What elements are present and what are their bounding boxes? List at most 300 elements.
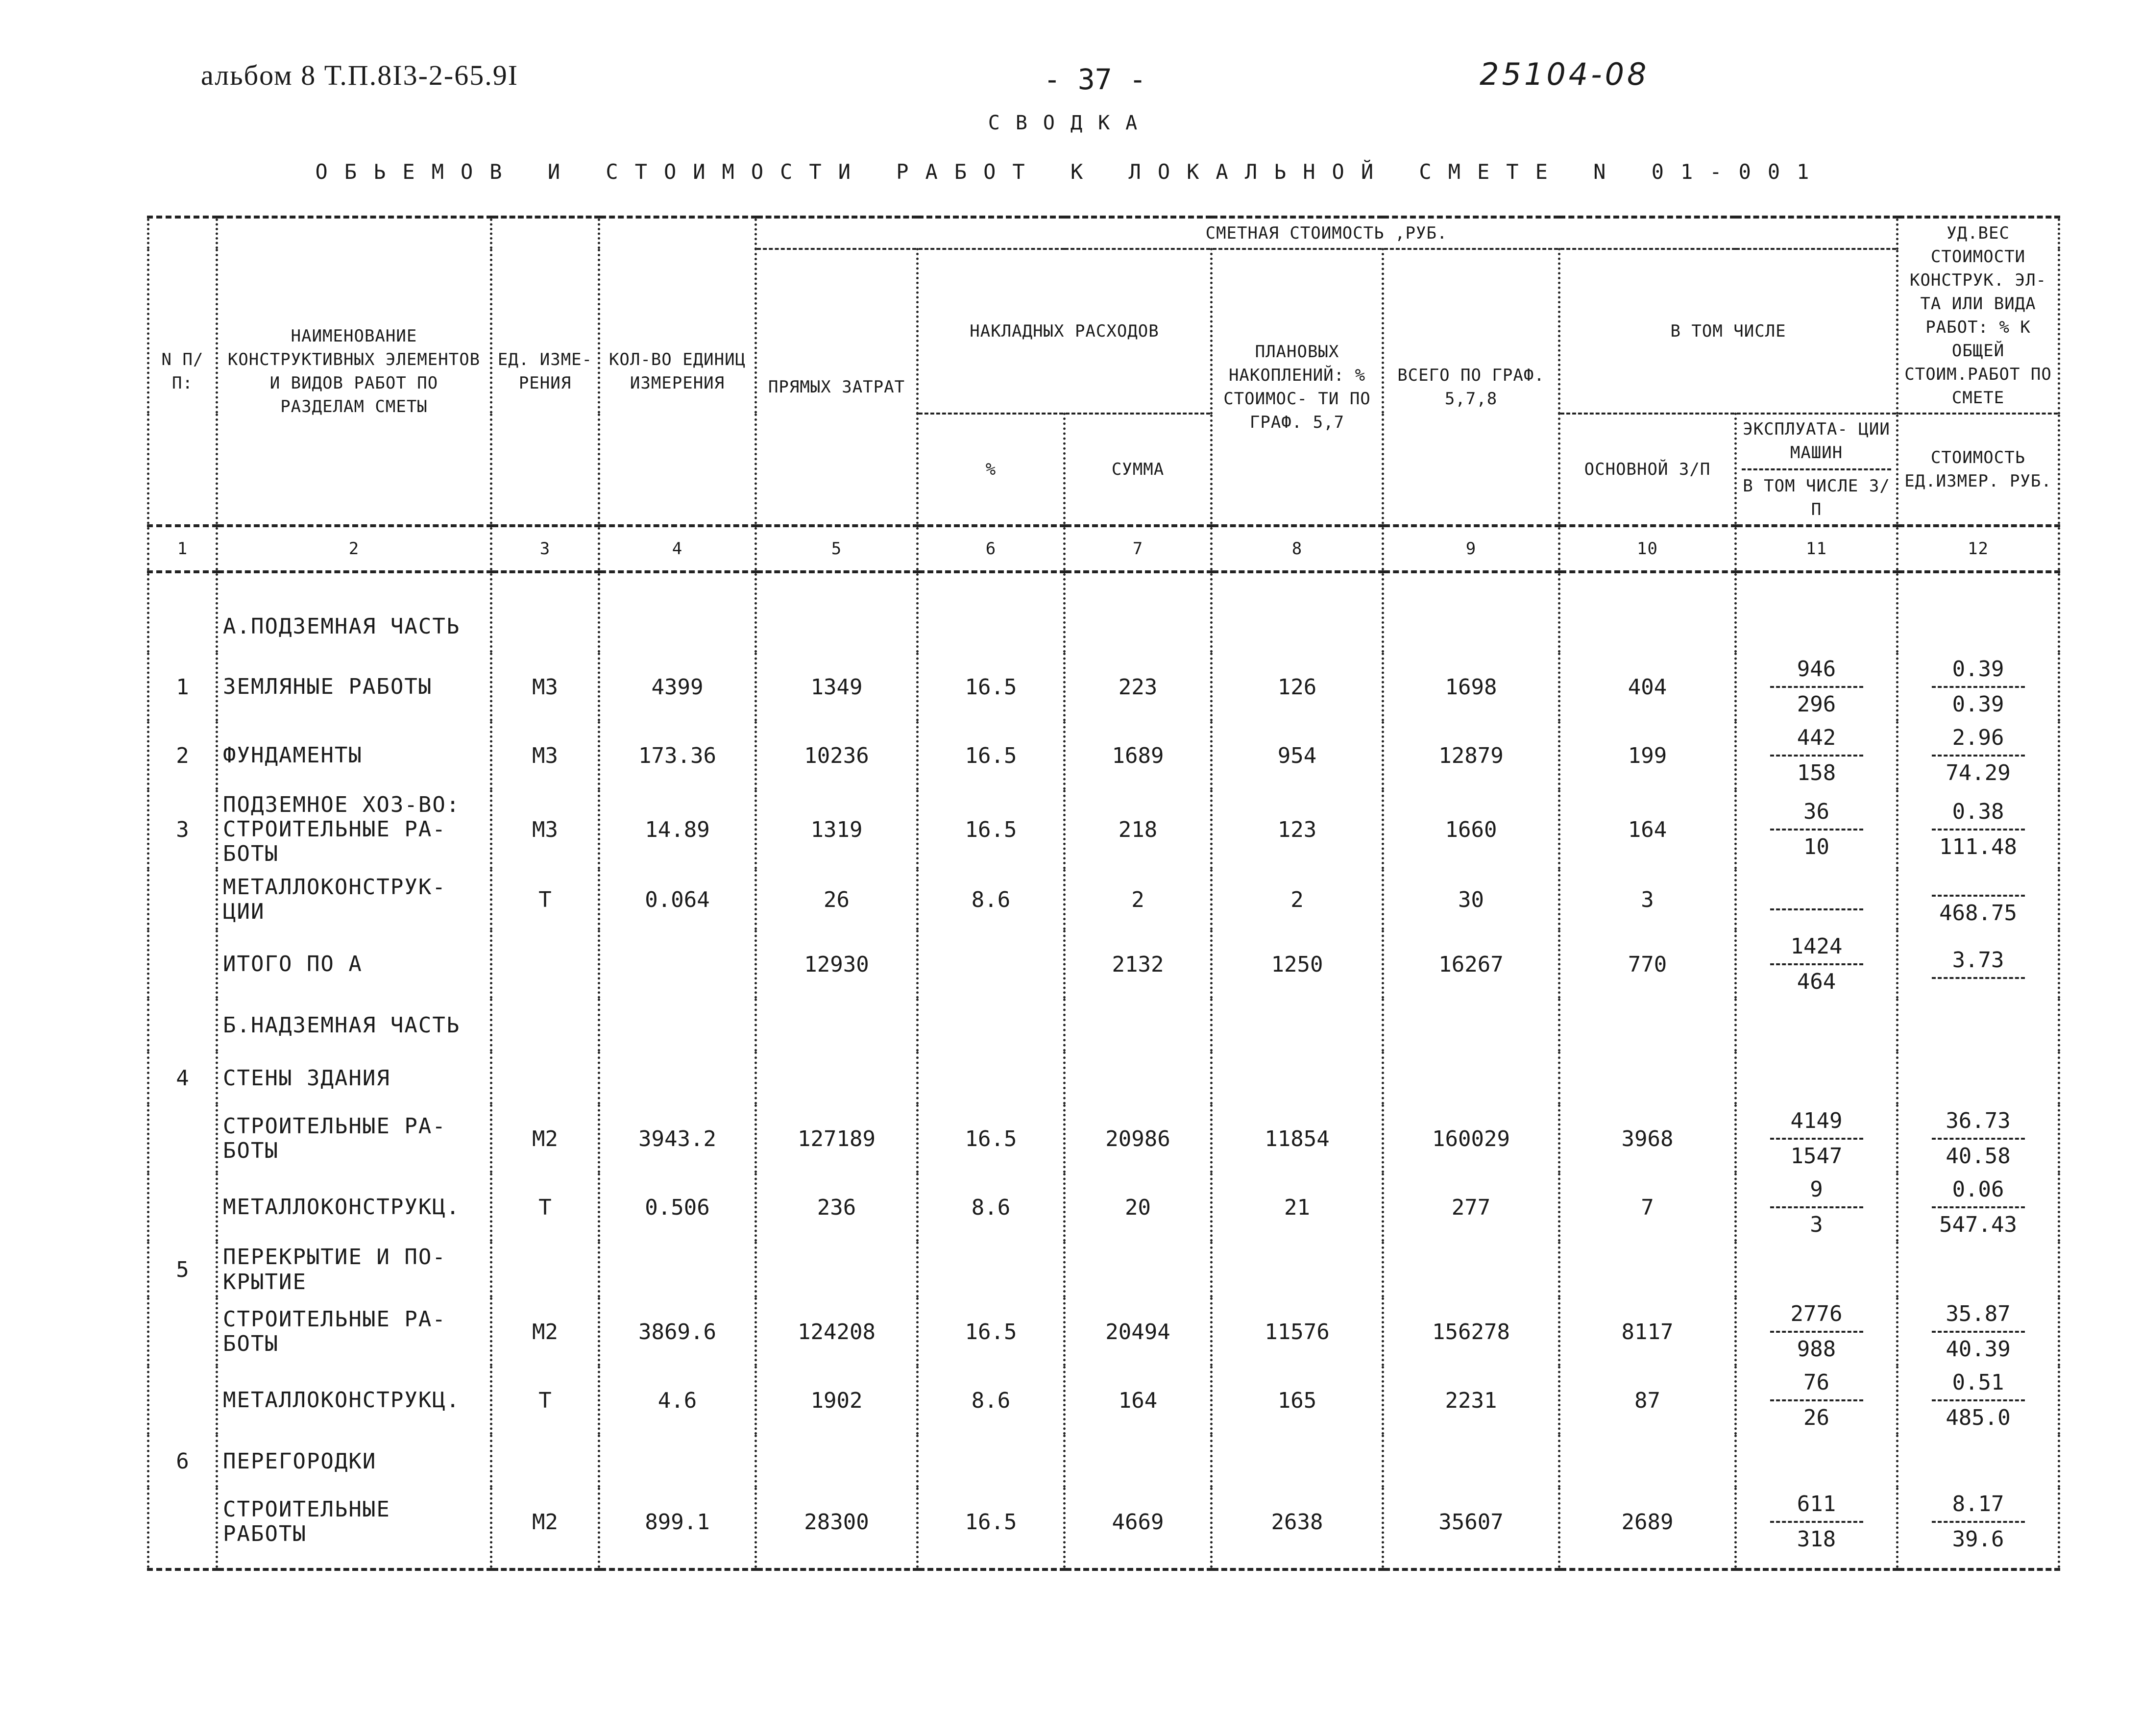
specific-cell xyxy=(1898,1366,2059,1435)
machines-value xyxy=(1770,724,1863,787)
table-row xyxy=(148,1297,2059,1366)
direct-costs: 28300 xyxy=(756,1488,918,1569)
section-row xyxy=(148,1051,2059,1104)
overhead-percent: 16.5 xyxy=(918,1104,1065,1173)
fraction-bar xyxy=(1932,755,2025,757)
direct-costs: 26 xyxy=(756,869,918,930)
unit: Т xyxy=(491,1366,599,1435)
fraction-bar xyxy=(1770,1331,1863,1333)
header-incl-group: В ТОМ ЧИСЛЕ xyxy=(1559,249,1898,414)
empty-cell xyxy=(1212,1051,1383,1104)
empty-cell xyxy=(1559,1242,1736,1297)
fraction-bar xyxy=(1770,686,1863,688)
empty-cell xyxy=(1736,1051,1898,1104)
direct-costs: 127189 xyxy=(756,1104,918,1173)
total-cost: 30 xyxy=(1383,869,1559,930)
table-header xyxy=(148,217,2059,572)
empty-cell xyxy=(1212,999,1383,1051)
album-reference: альбом 8 Т.П.8I3-2-65.9I xyxy=(201,59,519,91)
empty-cell xyxy=(1383,1435,1559,1488)
machines-value-bottom: 10 xyxy=(1803,834,1829,859)
document-subtitle: ОБЬЕМОВ И СТОИМОСТИ РАБОТ К ЛОКАЛЬНОЙ СМЕТЕ N 01-001 xyxy=(315,160,1826,184)
empty-cell xyxy=(1212,1435,1383,1488)
row-number xyxy=(148,869,217,930)
total-cost: 1660 xyxy=(1383,790,1559,869)
specific-cell xyxy=(1898,1104,2059,1173)
empty-cell xyxy=(599,1435,756,1488)
specific-cell xyxy=(1898,721,2059,790)
unit: Т xyxy=(491,1173,599,1242)
header-machines-label: ЭКСПЛУАТА- ЦИИ МАШИН xyxy=(1743,419,1890,463)
overhead-percent: 16.5 xyxy=(918,1488,1065,1569)
empty-cell xyxy=(918,999,1065,1051)
empty-cell xyxy=(599,999,756,1051)
specific-value xyxy=(1932,798,2025,861)
direct-costs: 236 xyxy=(756,1173,918,1242)
direct-costs: 12930 xyxy=(756,930,918,999)
row-number xyxy=(148,1104,217,1173)
empty-cell xyxy=(1383,572,1559,653)
overhead-sum: 223 xyxy=(1065,653,1212,721)
empty-cell xyxy=(756,1435,918,1488)
work-name: СТРОИТЕЛЬНЫЕ РАБОТЫ xyxy=(217,1488,491,1569)
overhead-sum: 164 xyxy=(1065,1366,1212,1435)
empty-cell xyxy=(1065,1242,1212,1297)
row-number xyxy=(148,1488,217,1569)
col-number: 4 xyxy=(599,526,756,572)
col-number: 3 xyxy=(491,526,599,572)
empty-cell xyxy=(1065,999,1212,1051)
machines-value-bottom: 318 xyxy=(1797,1527,1836,1552)
specific-value-bottom: 40.39 xyxy=(1946,1337,2011,1362)
machines-value-top: 442 xyxy=(1797,725,1836,750)
machines-value-top: 2776 xyxy=(1790,1301,1843,1326)
empty-cell xyxy=(756,1051,918,1104)
empty-cell xyxy=(1898,572,2059,653)
empty-cell xyxy=(1898,1435,2059,1488)
basic-wage: 3 xyxy=(1559,869,1736,930)
planned-savings: 11854 xyxy=(1212,1104,1383,1173)
specific-value xyxy=(1932,1300,2025,1363)
machines-cell xyxy=(1736,721,1898,790)
row-number: 4 xyxy=(148,1051,217,1104)
specific-value-top: 0.51 xyxy=(1952,1370,2004,1395)
table-row xyxy=(148,930,2059,999)
empty-cell xyxy=(1559,1051,1736,1104)
direct-costs: 1349 xyxy=(756,653,918,721)
machines-value xyxy=(1770,1300,1863,1363)
specific-value xyxy=(1932,947,2025,982)
basic-wage: 404 xyxy=(1559,653,1736,721)
fraction-bar xyxy=(1770,1399,1863,1401)
overhead-sum: 2 xyxy=(1065,869,1212,930)
empty-cell xyxy=(1559,572,1736,653)
empty-cell xyxy=(1898,1051,2059,1104)
table-row xyxy=(148,653,2059,721)
empty-cell xyxy=(918,1051,1065,1104)
header-spec-unit: СТОИМОСТЬ ЕД.ИЗМЕР. РУБ. xyxy=(1898,414,2059,526)
total-cost: 1698 xyxy=(1383,653,1559,721)
machines-value xyxy=(1770,798,1863,861)
work-name: ФУНДАМЕНТЫ xyxy=(217,721,491,790)
empty-cell xyxy=(756,572,918,653)
section-label: СТЕНЫ ЗДАНИЯ xyxy=(217,1051,491,1104)
quantity xyxy=(599,930,756,999)
total-cost: 277 xyxy=(1383,1173,1559,1242)
row-number: 6 xyxy=(148,1435,217,1488)
unit: М3 xyxy=(491,653,599,721)
page-number: - 37 - xyxy=(1044,63,1146,96)
work-name: СТРОИТЕЛЬНЫЕ РА- БОТЫ xyxy=(217,1297,491,1366)
empty-cell xyxy=(599,1242,756,1297)
planned-savings: 2638 xyxy=(1212,1488,1383,1569)
empty-cell xyxy=(1212,572,1383,653)
empty-cell xyxy=(1736,1242,1898,1297)
work-name: МЕТАЛЛОКОНСТРУКЦ. xyxy=(217,1173,491,1242)
fraction-bar xyxy=(1932,829,2025,831)
overhead-percent: 16.5 xyxy=(918,721,1065,790)
document-title: СВОДКА xyxy=(988,112,1153,134)
machines-value-top: 76 xyxy=(1803,1370,1829,1395)
empty-cell xyxy=(491,1242,599,1297)
basic-wage: 199 xyxy=(1559,721,1736,790)
machines-cell xyxy=(1736,1366,1898,1435)
machines-value xyxy=(1770,1491,1863,1553)
quantity: 4.6 xyxy=(599,1366,756,1435)
planned-savings: 2 xyxy=(1212,869,1383,930)
header-machines xyxy=(1736,414,1898,526)
machines-value-bottom: 158 xyxy=(1797,760,1836,785)
quantity: 3943.2 xyxy=(599,1104,756,1173)
col-number: 8 xyxy=(1212,526,1383,572)
overhead-sum: 1689 xyxy=(1065,721,1212,790)
machines-cell xyxy=(1736,653,1898,721)
total-cost: 12879 xyxy=(1383,721,1559,790)
empty-cell xyxy=(1736,572,1898,653)
col-number: 7 xyxy=(1065,526,1212,572)
table-body xyxy=(148,572,2059,1569)
empty-cell xyxy=(1898,1242,2059,1297)
unit: М3 xyxy=(491,721,599,790)
table-row xyxy=(148,1173,2059,1242)
empty-cell xyxy=(1559,999,1736,1051)
section-label: ПЕРЕГОРОДКИ xyxy=(217,1435,491,1488)
table-row xyxy=(148,721,2059,790)
overhead-percent: 16.5 xyxy=(918,790,1065,869)
specific-value xyxy=(1932,1369,2025,1432)
planned-savings: 954 xyxy=(1212,721,1383,790)
machines-value xyxy=(1770,1107,1863,1170)
machines-value xyxy=(1770,1176,1863,1239)
overhead-percent: 8.6 xyxy=(918,1173,1065,1242)
machines-cell xyxy=(1736,1104,1898,1173)
empty-cell xyxy=(918,1435,1065,1488)
planned-savings: 21 xyxy=(1212,1173,1383,1242)
overhead-percent: 8.6 xyxy=(918,1366,1065,1435)
fraction-bar xyxy=(1770,1138,1863,1140)
basic-wage: 770 xyxy=(1559,930,1736,999)
col-number: 5 xyxy=(756,526,918,572)
specific-cell xyxy=(1898,1297,2059,1366)
empty-cell xyxy=(491,572,599,653)
header-sum: СУММА xyxy=(1065,414,1212,526)
empty-cell xyxy=(1212,1242,1383,1297)
header-machines-wage: В ТОМ ЧИСЛЕ З/П xyxy=(1743,476,1890,519)
specific-cell xyxy=(1898,869,2059,930)
fraction-bar xyxy=(1932,1138,2025,1140)
work-name: ЗЕМЛЯНЫЕ РАБОТЫ xyxy=(217,653,491,721)
specific-value xyxy=(1932,1107,2025,1170)
basic-wage: 7 xyxy=(1559,1173,1736,1242)
fraction-bar xyxy=(1770,1521,1863,1523)
header-pct: % xyxy=(918,414,1065,526)
specific-value-top: 0.06 xyxy=(1952,1177,2004,1202)
empty-cell xyxy=(1898,999,2059,1051)
header-total: ВСЕГО ПО ГРАФ. 5,7,8 xyxy=(1383,249,1559,526)
overhead-percent xyxy=(918,930,1065,999)
machines-value-bottom: 3 xyxy=(1810,1212,1823,1237)
planned-savings: 11576 xyxy=(1212,1297,1383,1366)
unit: М2 xyxy=(491,1297,599,1366)
row-number xyxy=(148,1366,217,1435)
specific-value-top: 8.17 xyxy=(1952,1491,2004,1516)
specific-cell xyxy=(1898,1173,2059,1242)
row-number: 1 xyxy=(148,653,217,721)
planned-savings: 165 xyxy=(1212,1366,1383,1435)
specific-cell xyxy=(1898,930,2059,999)
row-number: 5 xyxy=(148,1242,217,1297)
machines-value-top: 4149 xyxy=(1790,1108,1843,1133)
row-number xyxy=(148,572,217,653)
row-number: 3 xyxy=(148,790,217,869)
specific-value-top: 2.96 xyxy=(1952,725,2004,750)
machines-value xyxy=(1770,905,1863,913)
fraction-bar xyxy=(1770,829,1863,831)
empty-cell xyxy=(1736,999,1898,1051)
machines-value-bottom: 1547 xyxy=(1790,1144,1843,1169)
machines-value-top: 9 xyxy=(1810,1177,1823,1202)
specific-cell xyxy=(1898,790,2059,869)
col-number: 1 xyxy=(148,526,217,572)
empty-cell xyxy=(918,572,1065,653)
fraction-bar xyxy=(1770,755,1863,757)
empty-cell xyxy=(1383,1242,1559,1297)
fraction-bar xyxy=(1932,1521,2025,1523)
overhead-sum: 20 xyxy=(1065,1173,1212,1242)
section-row xyxy=(148,1242,2059,1297)
header-cost-group: СМЕТНАЯ СТОИМОСТЬ ,РУБ. xyxy=(756,217,1898,249)
row-number: 2 xyxy=(148,721,217,790)
specific-value-bottom: 0.39 xyxy=(1952,692,2004,717)
machines-value-top: 946 xyxy=(1797,657,1836,682)
machines-value-top: 611 xyxy=(1797,1491,1836,1516)
basic-wage: 3968 xyxy=(1559,1104,1736,1173)
work-name: МЕТАЛЛОКОНСТРУК- ЦИИ xyxy=(217,869,491,930)
quantity: 4399 xyxy=(599,653,756,721)
machines-cell xyxy=(1736,869,1898,930)
direct-costs: 10236 xyxy=(756,721,918,790)
specific-value xyxy=(1932,1176,2025,1239)
col-number: 10 xyxy=(1559,526,1736,572)
specific-value xyxy=(1932,892,2025,927)
section-label: Б.НАДЗЕМНАЯ ЧАСТЬ xyxy=(217,999,491,1051)
machines-cell xyxy=(1736,930,1898,999)
header-basic-wage: ОСНОВНОЙ З/П xyxy=(1559,414,1736,526)
header-num: N П/П: xyxy=(148,217,217,526)
empty-cell xyxy=(1065,1435,1212,1488)
empty-cell xyxy=(1736,1435,1898,1488)
machines-value xyxy=(1770,1369,1863,1432)
unit: М2 xyxy=(491,1488,599,1569)
handwritten-stamp-number: 25104-08 xyxy=(1480,56,1650,92)
section-row xyxy=(148,572,2059,653)
specific-value xyxy=(1932,1491,2025,1553)
machines-value-bottom: 988 xyxy=(1797,1337,1836,1362)
unit: М3 xyxy=(491,790,599,869)
machines-cell xyxy=(1736,790,1898,869)
empty-cell xyxy=(1065,1051,1212,1104)
specific-value-bottom: 468.75 xyxy=(1939,901,2018,926)
machines-cell xyxy=(1736,1488,1898,1569)
empty-cell xyxy=(918,1242,1065,1297)
total-cost: 16267 xyxy=(1383,930,1559,999)
planned-savings: 126 xyxy=(1212,653,1383,721)
total-cost: 2231 xyxy=(1383,1366,1559,1435)
row-number xyxy=(148,999,217,1051)
overhead-sum: 4669 xyxy=(1065,1488,1212,1569)
fraction-bar xyxy=(1770,963,1863,965)
header-spec: УД.ВЕС СТОИМОСТИ КОНСТРУК. ЭЛ-ТА ИЛИ ВИДА РАБОТ: % К ОБЩЕЙ СТОИМ.РАБОТ ПО СМЕТЕ xyxy=(1898,217,2059,414)
quantity: 173.36 xyxy=(599,721,756,790)
basic-wage: 87 xyxy=(1559,1366,1736,1435)
overhead-sum: 218 xyxy=(1065,790,1212,869)
overhead-percent: 8.6 xyxy=(918,869,1065,930)
direct-costs: 1902 xyxy=(756,1366,918,1435)
fraction-bar xyxy=(1932,1331,2025,1333)
planned-savings: 1250 xyxy=(1212,930,1383,999)
work-name: СТРОИТЕЛЬНЫЕ РА- БОТЫ xyxy=(217,1104,491,1173)
specific-value-bottom: 39.6 xyxy=(1952,1527,2004,1552)
overhead-percent: 16.5 xyxy=(918,1297,1065,1366)
specific-value xyxy=(1932,724,2025,787)
quantity: 3869.6 xyxy=(599,1297,756,1366)
quantity: 14.89 xyxy=(599,790,756,869)
specific-value-top: 3.73 xyxy=(1952,948,2004,973)
estimate-summary-table xyxy=(147,216,2060,1571)
specific-value-bottom: 485.0 xyxy=(1946,1405,2011,1430)
empty-cell xyxy=(756,999,918,1051)
machines-value-top: 1424 xyxy=(1790,934,1843,959)
unit xyxy=(491,930,599,999)
specific-cell xyxy=(1898,1488,2059,1569)
overhead-percent: 16.5 xyxy=(918,653,1065,721)
machines-value-top: 36 xyxy=(1803,799,1829,824)
header-qty: КОЛ-ВО ЕДИНИЦ ИЗМЕРЕНИЯ xyxy=(599,217,756,526)
quantity: 899.1 xyxy=(599,1488,756,1569)
specific-value-top: 0.39 xyxy=(1952,657,2004,682)
specific-value-bottom: 111.48 xyxy=(1939,834,2018,859)
empty-cell xyxy=(756,1242,918,1297)
header-direct: ПРЯМЫХ ЗАТРАТ xyxy=(756,249,918,526)
empty-cell xyxy=(599,572,756,653)
col-number: 12 xyxy=(1898,526,2059,572)
machines-cell xyxy=(1736,1173,1898,1242)
table-row xyxy=(148,1488,2059,1569)
col-number: 9 xyxy=(1383,526,1559,572)
header-overhead-group: НАКЛАДНЫХ РАСХОДОВ xyxy=(918,249,1212,414)
work-name: МЕТАЛЛОКОНСТРУКЦ. xyxy=(217,1366,491,1435)
empty-cell xyxy=(599,1051,756,1104)
section-row xyxy=(148,1435,2059,1488)
section-label: А.ПОДЗЕМНАЯ ЧАСТЬ xyxy=(217,572,491,653)
col-number: 6 xyxy=(918,526,1065,572)
direct-costs: 124208 xyxy=(756,1297,918,1366)
quantity: 0.506 xyxy=(599,1173,756,1242)
empty-cell xyxy=(1065,572,1212,653)
machines-value-bottom: 296 xyxy=(1797,692,1836,717)
col-number: 11 xyxy=(1736,526,1898,572)
quantity: 0.064 xyxy=(599,869,756,930)
specific-value-top: 36.73 xyxy=(1946,1108,2011,1133)
specific-value-bottom: 74.29 xyxy=(1946,760,2011,785)
overhead-sum: 2132 xyxy=(1065,930,1212,999)
unit: М2 xyxy=(491,1104,599,1173)
header-planned: ПЛАНОВЫХ НАКОПЛЕНИЙ: % СТОИМОС- ТИ ПО ГРАФ. 5,7 xyxy=(1212,249,1383,526)
specific-value xyxy=(1932,656,2025,718)
col-number: 2 xyxy=(217,526,491,572)
header-unit: ЕД. ИЗМЕ- РЕНИЯ xyxy=(491,217,599,526)
row-number xyxy=(148,930,217,999)
unit: Т xyxy=(491,869,599,930)
fraction-bar xyxy=(1932,686,2025,688)
work-name: ПОДЗЕМНОЕ ХОЗ-ВО: СТРОИТЕЛЬНЫЕ РА- БОТЫ xyxy=(217,790,491,869)
planned-savings: 123 xyxy=(1212,790,1383,869)
basic-wage: 164 xyxy=(1559,790,1736,869)
row-number xyxy=(148,1173,217,1242)
direct-costs: 1319 xyxy=(756,790,918,869)
empty-cell xyxy=(1383,1051,1559,1104)
machines-value-bottom: 26 xyxy=(1803,1405,1829,1430)
basic-wage: 8117 xyxy=(1559,1297,1736,1366)
specific-value-bottom: 547.43 xyxy=(1939,1212,2018,1237)
machines-value-bottom: 464 xyxy=(1797,969,1836,994)
section-label: ПЕРЕКРЫТИЕ И ПО- КРЫТИЕ xyxy=(217,1242,491,1297)
empty-cell xyxy=(491,1051,599,1104)
machines-value xyxy=(1770,933,1863,996)
total-cost: 35607 xyxy=(1383,1488,1559,1569)
fraction-bar xyxy=(1932,1399,2025,1401)
fraction-bar xyxy=(1932,895,2025,897)
fraction-bar xyxy=(1932,1206,2025,1208)
specific-value-bottom: 40.58 xyxy=(1946,1144,2011,1169)
table-row xyxy=(148,869,2059,930)
work-name: ИТОГО ПО А xyxy=(217,930,491,999)
empty-cell xyxy=(1383,999,1559,1051)
fraction-bar xyxy=(1932,977,2025,979)
basic-wage: 2689 xyxy=(1559,1488,1736,1569)
table-row xyxy=(148,790,2059,869)
machines-cell xyxy=(1736,1297,1898,1366)
row-number xyxy=(148,1297,217,1366)
header-name: НАИМЕНОВАНИЕ КОНСТРУКТИВНЫХ ЭЛЕМЕНТОВ И ВИДОВ РАБОТ ПО РАЗДЕЛАМ СМЕТЫ xyxy=(217,217,491,526)
specific-value-top: 35.87 xyxy=(1946,1301,2011,1326)
fraction-bar xyxy=(1770,908,1863,910)
machines-value xyxy=(1770,656,1863,718)
overhead-sum: 20494 xyxy=(1065,1297,1212,1366)
fraction-bar xyxy=(1770,1206,1863,1208)
empty-cell xyxy=(491,1435,599,1488)
total-cost: 160029 xyxy=(1383,1104,1559,1173)
